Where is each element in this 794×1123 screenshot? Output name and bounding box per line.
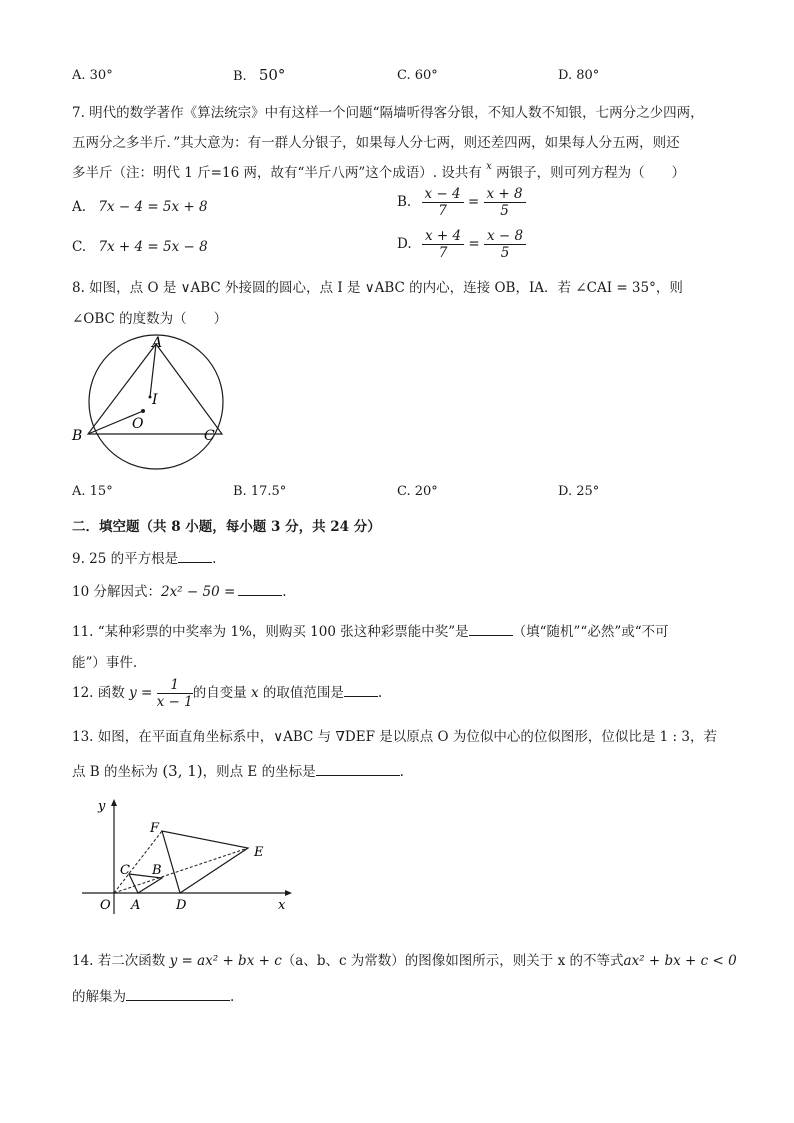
q8-option-d: D. 25° xyxy=(558,484,600,499)
q6-option-b xyxy=(233,66,285,84)
q11-text-b: （填“随机”“必然”或“不可 xyxy=(512,624,669,640)
q11-text-a: 11. “某种彩票的中奖率为 1%，则购买 100 张这种彩票能中奖”是 xyxy=(72,624,469,640)
q12-text-a: 12. 函数 xyxy=(72,685,125,701)
q11-answer-blank[interactable] xyxy=(469,623,513,636)
q8-option-c: C. 20° xyxy=(397,484,438,499)
label-a: A xyxy=(131,898,141,913)
q7-option-c-label: C. xyxy=(72,239,87,255)
q8-figure xyxy=(70,334,230,474)
q7-option-d-frac-2: $\frac{x - 8}{5}$ xyxy=(484,228,526,261)
q14-line-2 xyxy=(72,985,234,1005)
q10 xyxy=(72,580,287,600)
q7-option-a xyxy=(72,199,208,215)
q7-option-c-expr: 7x + 4 = 5x − 8 xyxy=(98,239,208,255)
label-c: C xyxy=(120,863,130,878)
point-o xyxy=(141,409,145,413)
q10-answer-blank[interactable] xyxy=(238,583,282,596)
q13-figure xyxy=(80,796,300,918)
q12-end: . xyxy=(377,685,383,701)
q7-line-2: 五两分之多半斤．”其大意为：有一群人分银子，如果每人分七两，则还差四两，如果每人分五两，则还 xyxy=(72,135,680,151)
q9-answer-blank[interactable] xyxy=(178,550,212,563)
q7-option-d-frac-1: $\frac{x + 4}{7}$ xyxy=(422,228,464,261)
q7-line-1: 7. 明代的数学著作《算法统宗》中有这样一个问题“隔墙听得客分银，不知人数不知银，七两分之少四两， xyxy=(72,105,704,121)
q13-answer-blank[interactable] xyxy=(316,763,400,776)
q13-coord: (3, 1) xyxy=(162,762,203,780)
q8-line-1: 8. 如图，点 O 是 ∨ABC 外接圆的圆心，点 I 是 ∨ABC 的内心，连接 OB，IA．若 ∠CAI = 35°，则 xyxy=(72,280,683,296)
q14-answer-blank[interactable] xyxy=(126,988,230,1001)
q12 xyxy=(72,677,382,710)
label-f: F xyxy=(150,821,160,836)
q7-option-b xyxy=(397,186,526,219)
label-y: y xyxy=(98,799,106,814)
q14-expr-1: y = ax² + bx + c xyxy=(169,953,282,969)
label-b: B xyxy=(152,863,162,878)
label-d: D xyxy=(176,898,187,913)
label-i: I xyxy=(152,392,158,408)
q12-text-c: 的取值范围是 xyxy=(262,685,344,701)
q7-line-3 xyxy=(72,161,685,181)
q12-text-b: 的自变量 xyxy=(192,685,247,701)
q13-line-2 xyxy=(72,760,404,780)
q6-option-b-label: B. xyxy=(233,69,247,84)
q13-text-a: 点 B 的坐标为 xyxy=(72,764,159,780)
q7-line-3-text: 多半斤（注：明代 1 斤=16 两，故有“半斤八两”这个成语）. 设共有 xyxy=(72,165,482,181)
q12-answer-blank[interactable] xyxy=(344,684,378,697)
q10-text: 10 分解因式： xyxy=(72,584,161,600)
label-o: O xyxy=(100,898,111,913)
q13-line-1: 13. 如图，在平面直角坐标系中，∨ABC 与 ∇DEF 是以原点 O 为位似中心的位似图形，位似比是 1 : 3，若 xyxy=(72,729,717,745)
q8-option-a: A. 15° xyxy=(72,484,113,499)
q7-option-a-expr: 7x − 4 = 5x + 8 xyxy=(98,199,208,215)
section-2-title: 二．填空题（共 8 小题，每小题 3 分，共 24 分） xyxy=(72,519,381,535)
q12-fraction: $\frac{1}{x - 1}$ xyxy=(156,677,193,710)
q14-text-c: 的解集为 xyxy=(72,989,126,1005)
label-x: x xyxy=(278,898,286,913)
q9 xyxy=(72,547,216,567)
ray-oe xyxy=(114,848,248,893)
ray-of xyxy=(114,831,162,893)
q12-y-eq: y = xyxy=(129,685,153,701)
label-o: O xyxy=(132,416,144,432)
q11-line-2: 能”）事件. xyxy=(72,655,138,671)
label-e: E xyxy=(254,845,264,860)
q9-text: 9. 25 的平方根是 xyxy=(72,551,179,567)
q14-text-b: （a、b、c 为常数）的图像如图所示，则关于 x 的不等式 xyxy=(281,953,624,969)
q9-end: . xyxy=(212,551,217,567)
q14-expr-2: ax² + bx + c < 0 xyxy=(623,953,737,969)
q8-line-2: ∠OBC 的度数为（ ） xyxy=(72,311,228,327)
q7-line-3-end: 两银子，则可列方程为（ ） xyxy=(496,165,686,181)
q6-option-d: D. 80° xyxy=(558,68,600,83)
q6-option-a: A. 30° xyxy=(72,68,113,83)
q11-line-1 xyxy=(72,620,669,640)
q7-option-d xyxy=(397,228,526,261)
label-a: A xyxy=(152,335,163,351)
q10-expr: 2x² − 50 = xyxy=(160,584,236,600)
q12-var: x xyxy=(251,685,259,701)
q7-option-b-frac-2: $\frac{x + 8}{5}$ xyxy=(484,186,526,219)
segment-ia xyxy=(150,344,156,397)
q6-option-c: C. 60° xyxy=(397,68,438,83)
label-c: C xyxy=(204,428,215,444)
q7-option-b-label: B. xyxy=(397,194,412,210)
q13-text-b: ，则点 E 的坐标是 xyxy=(202,764,316,780)
q6-option-b-value: 50° xyxy=(258,66,286,84)
q7-var-x: x xyxy=(486,161,492,172)
y-axis-arrow xyxy=(111,799,117,806)
q7-option-d-label: D. xyxy=(397,236,412,252)
q7-option-d-eq: = xyxy=(468,236,480,252)
q8-option-b: B. 17.5° xyxy=(233,484,287,499)
label-b: B xyxy=(72,428,83,444)
q14-text-a: 14. 若二次函数 xyxy=(72,953,166,969)
q14-end: . xyxy=(230,989,235,1005)
q7-option-c xyxy=(72,239,208,255)
x-axis-arrow xyxy=(285,890,292,896)
q7-option-b-eq: = xyxy=(467,194,480,210)
q14-line-1 xyxy=(72,949,737,969)
q10-end: . xyxy=(282,584,287,600)
q13-end: . xyxy=(399,764,404,780)
q7-option-b-frac-1: $\frac{x - 4}{7}$ xyxy=(422,186,464,219)
q7-option-a-label: A. xyxy=(72,199,87,215)
